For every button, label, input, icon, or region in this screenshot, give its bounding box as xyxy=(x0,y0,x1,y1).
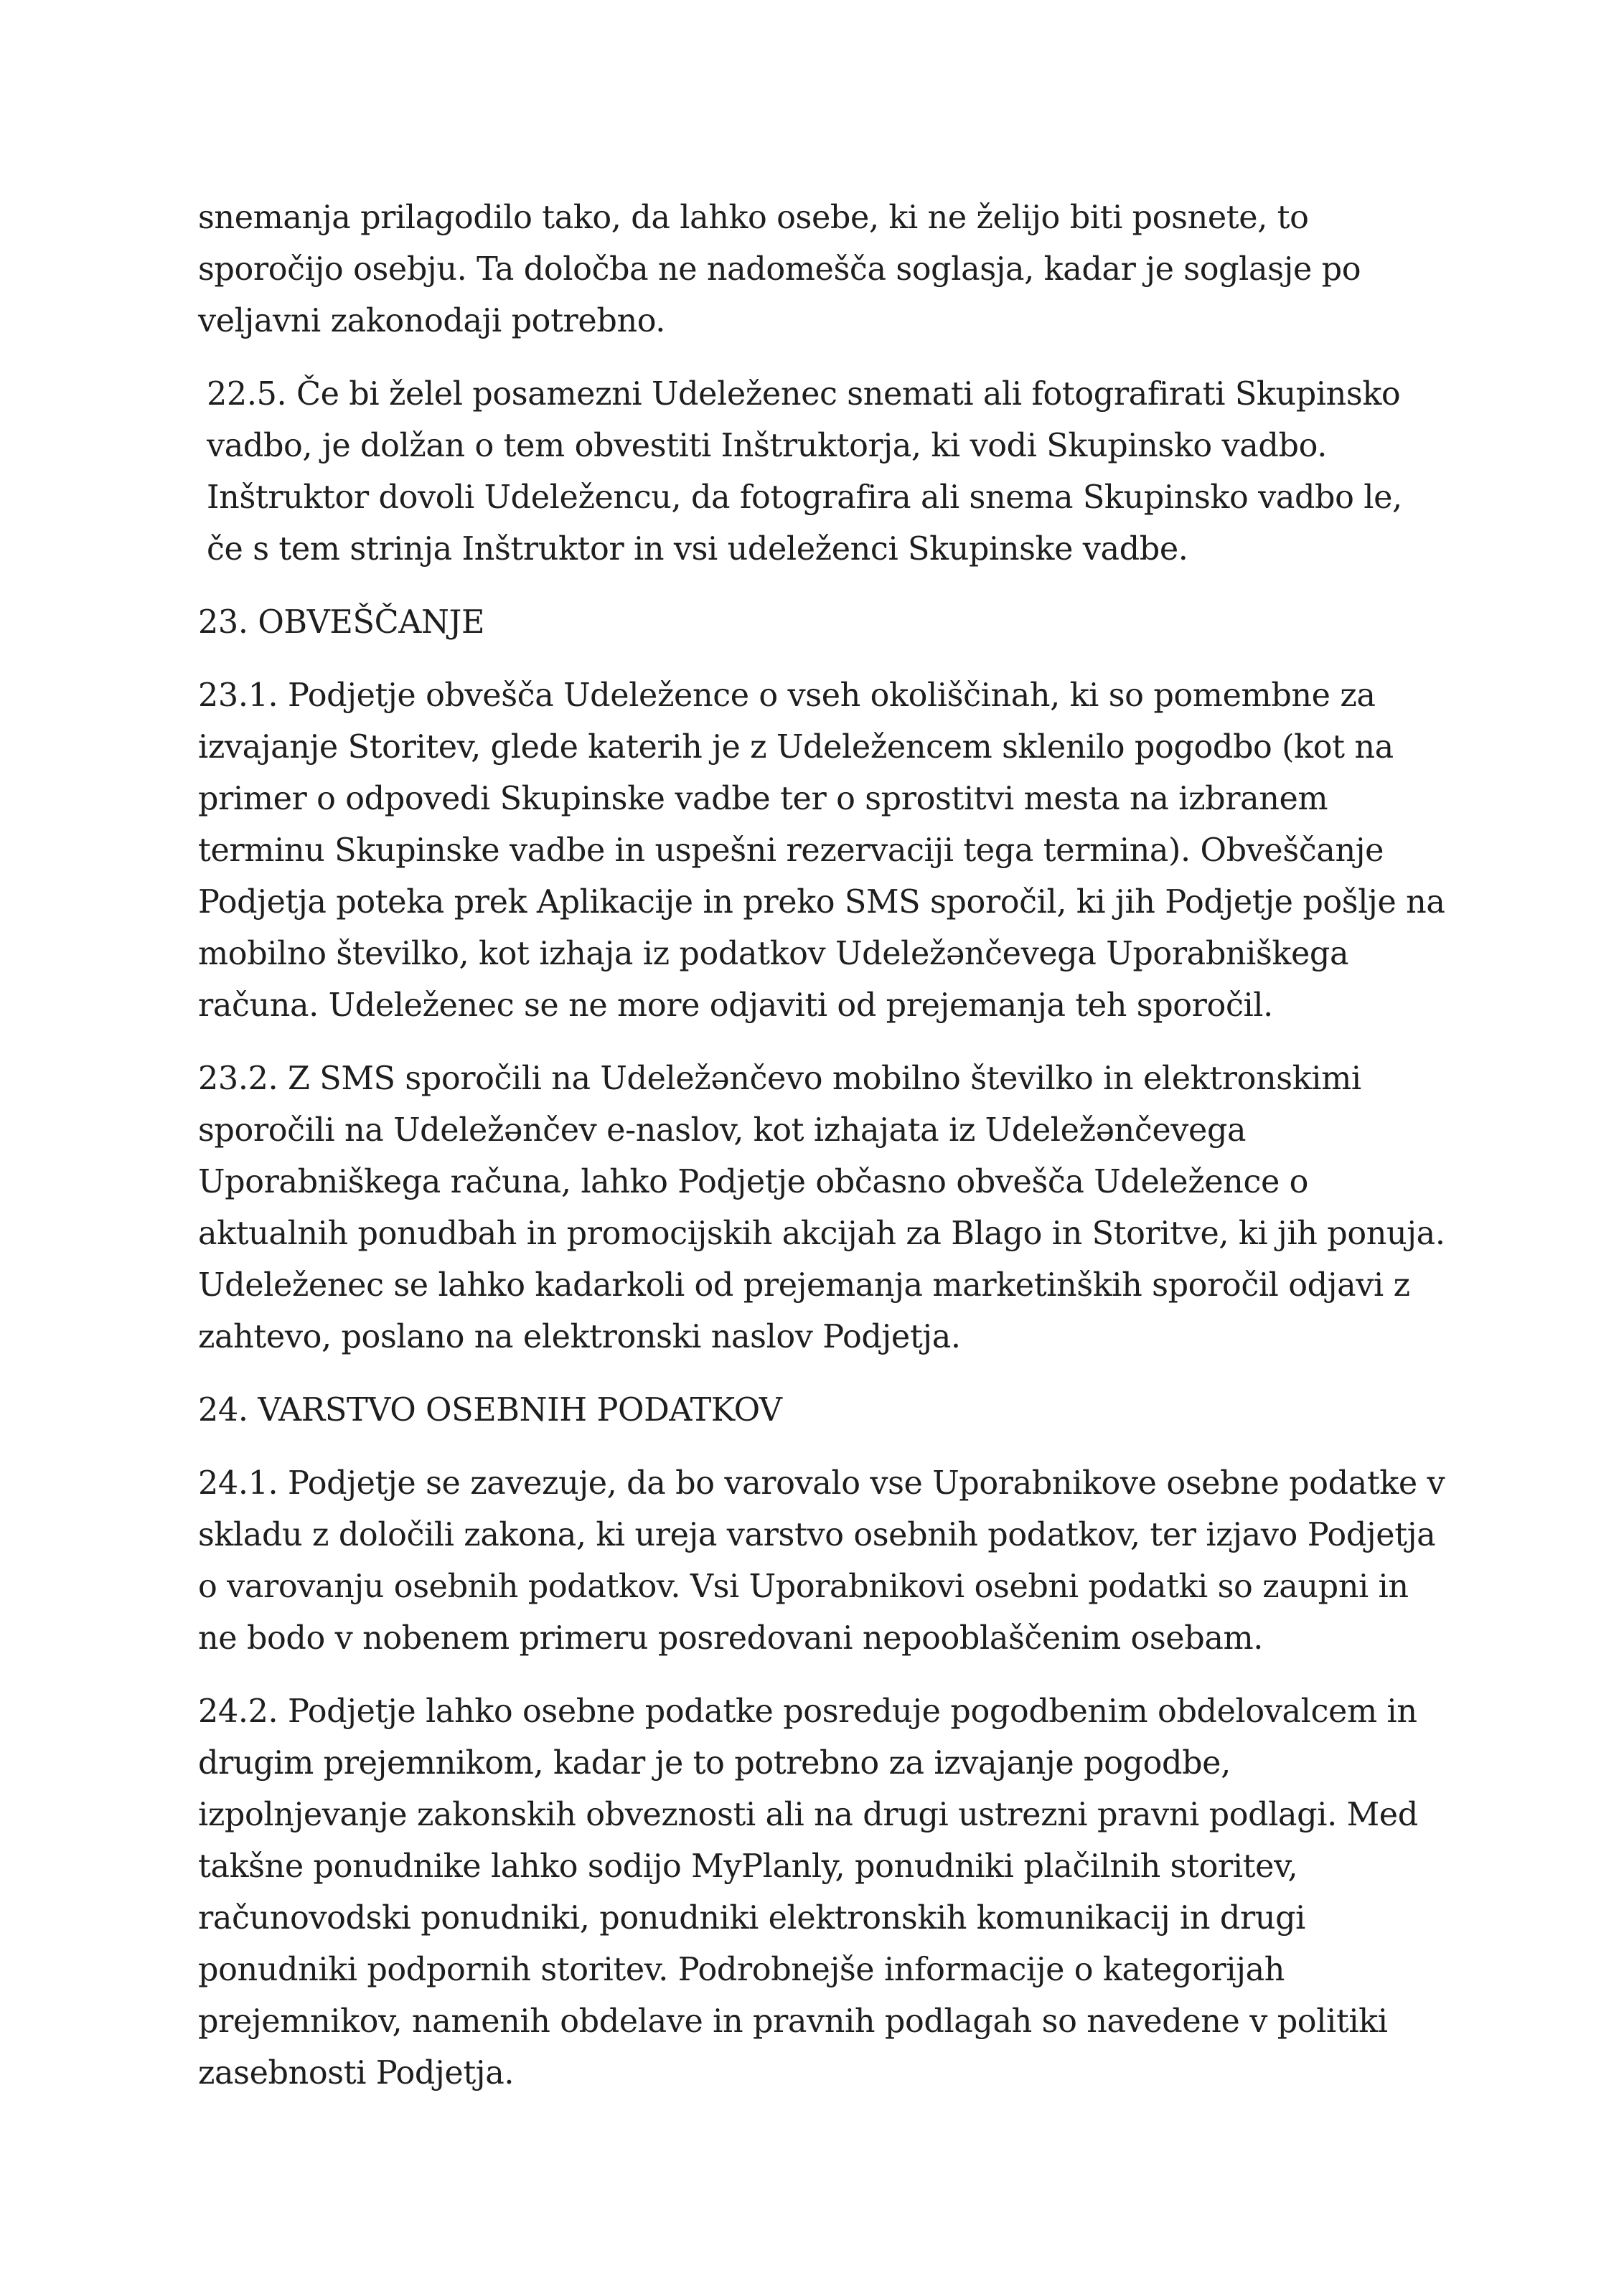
section-heading-24: 24. VARSTVO OSEBNIH PODATKOV xyxy=(198,1392,782,1429)
section-heading-23: 23. OBVEŠČANJE xyxy=(198,604,485,641)
paragraph-22-5: 22.5. Če bi želel posamezni Udeleženec snemati ali fotografirati Skupinsko vadbo, je dolžan o tem obvestiti Inštruktorja, ki vodi Skupinsko vadbo. Inštruktor dovoli Udeležencu, da fotografira ali snema Skupinsko vadbo le, če s tem strinja Inštruktor in vsi udeleženci Skupinske vadbe. xyxy=(207,376,1402,568)
paragraph-23-2: 23.2. Z SMS sporočili na Udeležənčevo mobilno številko in elektronskimi sporočili na Udeležənčev e-naslov, kot izhajata iz Udeležənčevega Uporabniškega računa, lahko Podjetje občasno obvešča Udeležence o aktualnih ponudbah in promocijskih akcijah za Blago in Storitve, ki jih ponuja. Udeleženec se lahko kadarkoli od prejemanja marketinških sporočil odjavi z zahtevo, poslano na elektronski naslov Podjetja. xyxy=(198,1060,1445,1355)
paragraph-recording-continuation: snemanja prilagodilo tako, da lahko osebe, ki ne želijo biti posnete, to sporočijo osebju. Ta določba ne nadomešča soglasja, kadar je soglasje po veljavni zakonodaji potrebno. xyxy=(198,199,1361,339)
paragraph-24-1: 24.1. Podjetje se zavezuje, da bo varovalo vse Uporabnikove osebne podatke v skladu z določili zakona, ki ureja varstvo osebnih podatkov, ter izjavo Podjetja o varovanju osebnih podatkov. Vsi Uporabnikovi osebni podatki so zaupni in ne bodo v nobenem primeru posredovani nepooblaščenim osebam. xyxy=(198,1465,1445,1657)
paragraph-23-1: 23.1. Podjetje obvešča Udeležence o vseh okoliščinah, ki so pomembne za izvajanje Storitev, glede katerih je z Udeležencem sklenilo pogodbo (kot na primer o odpovedi Skupinske vadbe ter o sprostitvi mesta na izbranem terminu Skupinske vadbe in uspešni rezervaciji tega termina). Obveščanje Podjetja poteka prek Aplikacije in preko SMS sporočil, ki jih Podjetje pošlje na mobilno številko, kot izhaja iz podatkov Udeležənčevega Uporabniškega računa. Udeleženec se ne more odjaviti od prejemanja teh sporočil. xyxy=(198,677,1445,1024)
document-page xyxy=(198,192,1447,2121)
paragraph-24-2: 24.2. Podjetje lahko osebne podatke posreduje pogodbenim obdelovalcem in drugim prejemnikom, kadar je to potrebno za izvajanje pogodbe, izpolnjevanje zakonskih obveznosti ali na drugi ustrezni pravni podlagi. Med takšne ponudnike lahko sodijo MyPlanly, ponudniki plačilnih storitev, računovodski ponudniki, ponudniki elektronskih komunikacij in drugi ponudniki podpornih storitev. Podrobnejše informacije o kategorijah prejemnikov, namenih obdelave in pravnih podlagah so navedene v politiki zasebnosti Podjetja. xyxy=(198,1693,1418,2092)
